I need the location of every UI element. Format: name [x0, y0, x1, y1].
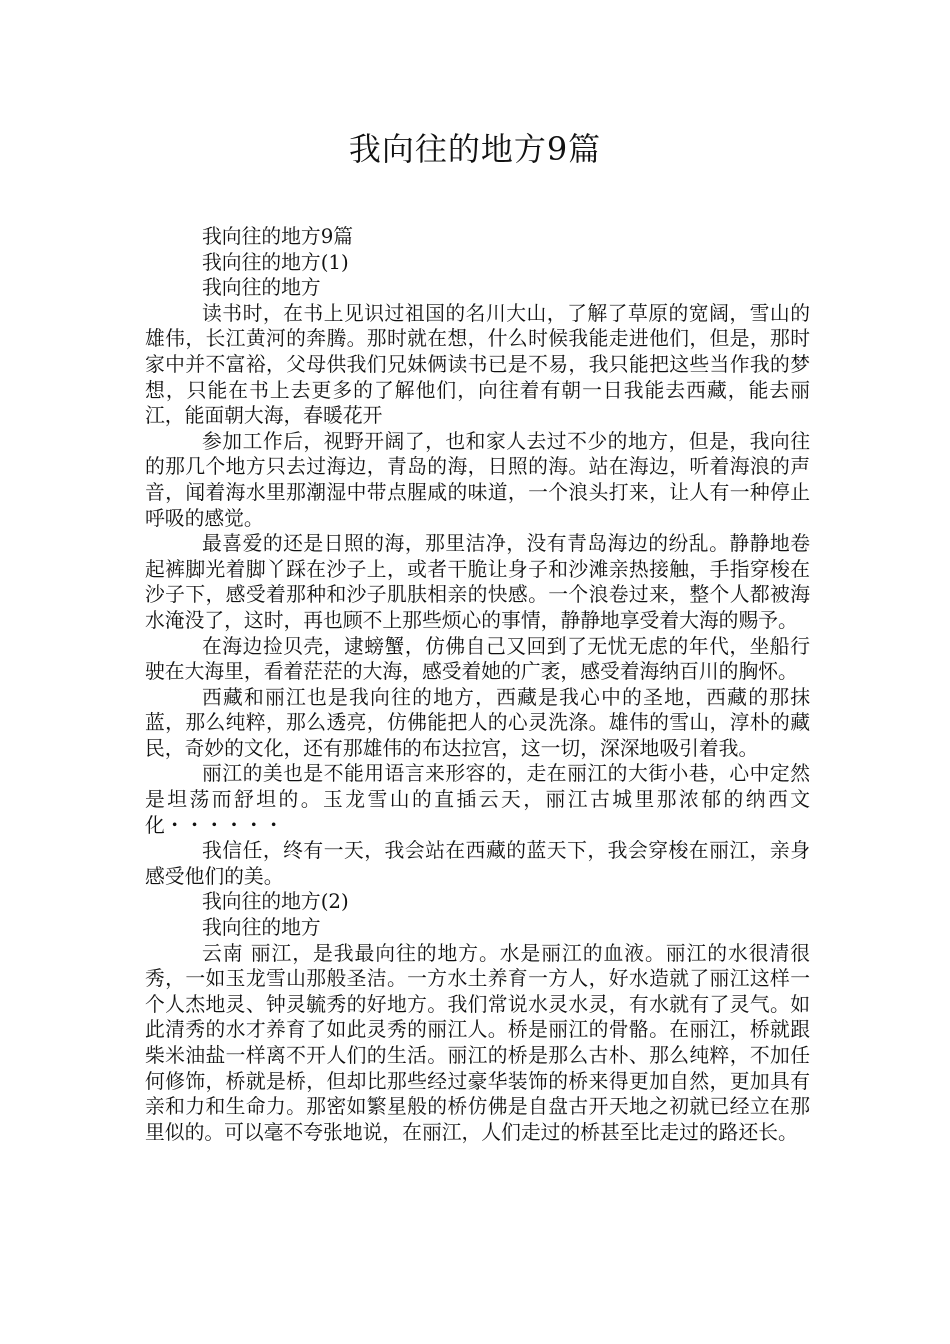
document-body [145, 224, 810, 1145]
paragraph: 我信任，终有一天，我会站在西藏的蓝天下，我会穿梭在丽江，亲身感受他们的美。 [145, 839, 810, 888]
paragraph: 在海边捡贝壳，逮螃蟹，仿佛自己又回到了无忧无虑的年代，坐船行驶在大海里，看着茫茫的大海，感受着她的广袤，感受着海纳百川的胸怀。 [145, 634, 810, 684]
paragraph: 我向往的地方9篇 [202, 225, 354, 248]
document-title: 我向往的地方9篇 [348, 130, 602, 168]
paragraph: 西藏和丽江也是我向往的地方，西藏是我心中的圣地，西藏的那抹蓝，那么纯粹，那么透亮，仿佛能把人的心灵洗涤。雄伟的雪山，淳朴的藏民，奇妙的文化，还有那雄伟的布达拉宫，这一切，深深地吸引着我。 [145, 685, 810, 760]
paragraph: 云南 丽江，是我最向往的地方。水是丽江的血液。丽江的水很清很秀，一如玉龙雪山那般圣洁。一方水土养育一方人，好水造就了丽江这样一个人杰地灵、钟灵毓秀的好地方。我们常说水灵水灵，有水就有了灵气。如此清秀的水才养育了如此灵秀的丽江人。桥是丽江的骨骼。在丽江，桥就跟柴米油盐一样离不开人们的生活。丽江的桥是那么古朴、那么纯粹，不加任何修饰，桥就是桥，但却比那些经过豪华装饰的桥来得更加自然，更加具有亲和力和生命力。那密如繁星般的桥仿佛是自盘古开天地之初就已经立在那里似的。可以毫不夸张地说，在丽江，人们走过的桥甚至比走过的路还长。 [145, 941, 810, 1144]
paragraph: 读书时，在书上见识过祖国的名川大山，了解了草原的宽阔，雪山的雄伟，长江黄河的奔腾。那时就在想，什么时候我能走进他们，但是，那时家中并不富裕，父母供我们兄妹俩读书已是不易，我只能把这些当作我的梦想，只能在书上去更多的了解他们，向往着有朝一日我能去西藏，能去丽江，能面朝大海，春暖花开 [145, 301, 810, 428]
paragraph: 丽江的美也是不能用语言来形容的，走在丽江的大街小巷，心中定然是坦荡而舒坦的。玉龙雪山的直插云天，丽江古城里那浓郁的纳西文化・・・・・・ [145, 762, 810, 837]
paragraph: 我向往的地方 [202, 276, 321, 300]
paragraph: 我向往的地方 [202, 916, 321, 940]
paragraph: 参加工作后，视野开阔了，也和家人去过不少的地方，但是，我向往的那几个地方只去过海边，青岛的海，日照的海。站在海边，听着海浪的声音，闻着海水里那潮湿中带点腥咸的味道，一个浪头打来，让人有一种停止呼吸的感觉。 [145, 429, 810, 530]
paragraph: 最喜爱的还是日照的海，那里洁净，没有青岛海边的纷乱。静静地卷起裤脚光着脚丫踩在沙子上，或者干脆让身子和沙滩亲热接触，手指穿梭在沙子下，感受着那种和沙子肌肤相亲的快感。一个浪卷过来，整个人都被海水淹没了，这时，再也顾不上那些烦心的事情，静静地享受着大海的赐予。 [145, 532, 810, 632]
paragraph: 我向往的地方(1) [202, 250, 349, 274]
paragraph: 我向往的地方(2) [202, 890, 349, 914]
